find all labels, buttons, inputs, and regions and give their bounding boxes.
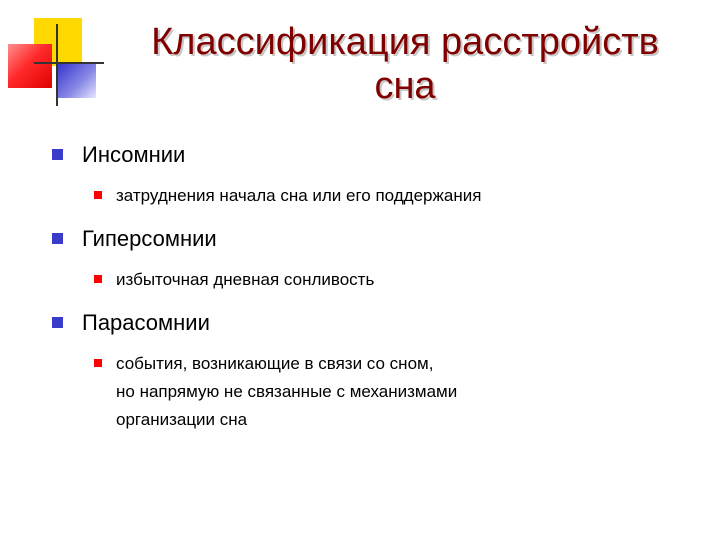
sub-bullet-text: избыточная дневная сонливость <box>116 270 375 289</box>
bullet-item-insomnia <box>50 140 700 170</box>
red-square <box>8 44 52 88</box>
slide-title-line-1: Классификация расстройств <box>151 21 659 63</box>
sub-bullet-insomnia <box>50 182 700 210</box>
slide-title-line-2: сна <box>374 65 436 107</box>
bullet-item-parasomnia <box>50 308 700 338</box>
red-square-bullet-icon <box>94 359 102 367</box>
sub-bullet-parasomnia <box>50 350 700 434</box>
slide-content <box>50 140 700 448</box>
sub-bullet-hypersomnia <box>50 266 700 294</box>
sub-bullet-text-line-3: организации сна <box>116 410 248 429</box>
bullet-label: Гиперсомнии <box>82 226 217 251</box>
blue-square-bullet-icon <box>52 233 63 244</box>
bullet-item-hypersomnia <box>50 224 700 254</box>
blue-square-bullet-icon <box>52 317 63 328</box>
decorative-corner-squares <box>0 0 110 110</box>
bullet-label: Инсомнии <box>82 142 186 167</box>
sub-bullet-text: затруднения начала сна или его поддержания <box>116 186 482 205</box>
blue-square <box>58 62 96 98</box>
horizontal-rule <box>34 62 104 64</box>
vertical-rule <box>56 24 58 106</box>
red-square-bullet-icon <box>94 191 102 199</box>
blue-square-bullet-icon <box>52 149 63 160</box>
sub-bullet-text-line-1: события, возникающие в связи со сном, <box>116 354 434 373</box>
bullet-label: Парасомнии <box>82 310 210 335</box>
slide-title <box>100 20 710 108</box>
sub-bullet-text-line-2: но напрямую не связанные с механизмами <box>116 382 458 401</box>
red-square-bullet-icon <box>94 275 102 283</box>
